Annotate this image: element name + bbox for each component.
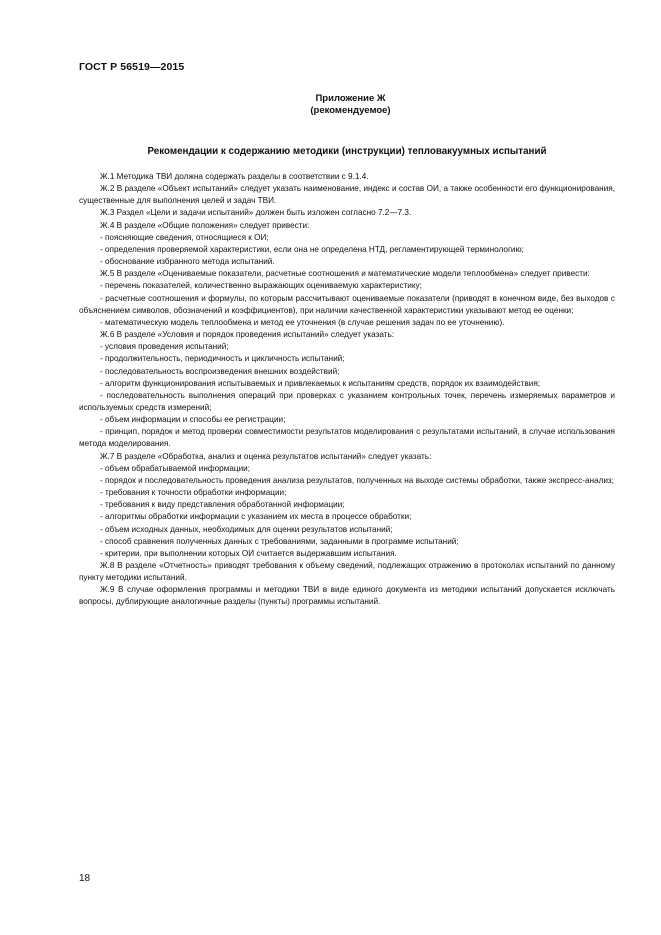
list-item: - продолжительность, периодичность и цикличность испытаний; xyxy=(100,354,345,364)
list-item: - требования к виду представления обработанной информации; xyxy=(100,500,345,510)
list-item: - математическую модель теплообмена и метод ее уточнения (в случае решения задач по ее уточнению). xyxy=(100,317,505,327)
document-body xyxy=(79,171,615,609)
paragraph-zh2: Ж.2 В разделе «Объект испытаний» следует указать наименование, индекс и состав ОИ, а также особенности его функционирования, существенные для выполнения целей и задач ТВИ. xyxy=(79,184,615,206)
list-item: - поясняющие сведения, относящиеся к ОИ; xyxy=(100,232,269,242)
list-item: - обоснование избранного метода испытаний. xyxy=(100,257,275,267)
list-item: - перечень показателей, количественно выражающих оцениваемую характеристику; xyxy=(100,281,422,291)
list-item: - объем обрабатываемой информации; xyxy=(100,463,251,473)
list-item: - расчетные соотношения и формулы, по которым рассчитывают оцениваемые показатели (приводят в конечном виде, без выходов с объяснением символов, обозначений и коэффициентов), при наличии качественной характеристики указывают метод ее оценки; xyxy=(79,293,615,315)
paragraph-zh9: Ж.9 В случае оформления программы и методики ТВИ в виде единого документа из методики испытаний допускается исключать вопросы, дублирующие аналогичные разделы (пункты) программы испытаний. xyxy=(79,585,615,607)
paragraph-zh8: Ж.8 В разделе «Отчетность» приводят требования к объему сведений, подлежащих отражению в протоколах испытаний по данному пункту методики испытаний. xyxy=(79,561,615,583)
list-item: - объем информации и способы ее регистрации; xyxy=(100,415,286,425)
paragraph-zh3: Ж.3 Раздел «Цели и задачи испытаний» должен быть изложен согласно 7.2—7.3. xyxy=(100,208,412,218)
list-item: - последовательность воспроизведения внешних воздействий; xyxy=(100,366,340,376)
appendix-heading xyxy=(0,93,661,117)
list-item: - порядок и последовательность проведения анализа результатов, полученных на выходе системы обработки, также экспресс-анализ; xyxy=(100,475,614,485)
list-item: - объем исходных данных, необходимых для оценки результатов испытаний; xyxy=(100,524,393,534)
appendix-subtitle: (рекомендуемое) xyxy=(310,105,391,116)
section-title: Рекомендации к содержанию методики (инструкции) тепловакуумных испытаний xyxy=(147,146,547,157)
list-item: - способ сравнения полученных данных с требованиями, заданными в программе испытаний; xyxy=(100,536,459,546)
paragraph-zh7: Ж.7 В разделе «Обработка, анализ и оценка результатов испытаний» следует указать: xyxy=(100,451,432,461)
page-number: 18 xyxy=(79,873,91,884)
document-id-header: ГОСТ Р 56519—2015 xyxy=(79,61,185,73)
list-item: - критерии, при выполнении которых ОИ считается выдержавшим испытания. xyxy=(100,548,397,558)
list-item: - условия проведения испытаний; xyxy=(100,342,229,352)
paragraph-zh1: Ж.1 Методика ТВИ должна содержать разделы в соответствии с 9.1.4. xyxy=(100,172,369,181)
paragraph-zh4: Ж.4 В разделе «Общие положения» следует привести: xyxy=(100,220,310,230)
list-item: - принцип, порядок и метод проверки совместимости результатов моделирования с результатами испытаний, в случае использования метода моделирования. xyxy=(79,427,615,449)
list-item: - последовательность выполнения операций при проверках с указанием контрольных точек, перечень измеряемых параметров и используемых средств измерений; xyxy=(79,390,615,412)
appendix-title: Приложение Ж xyxy=(315,93,386,104)
paragraph-zh6: Ж.6 В разделе «Условия и порядок проведения испытаний» следует указать: xyxy=(100,330,394,340)
paragraph-zh5: Ж.5 В разделе «Оцениваемые показатели, расчетные соотношения и математические модели теплообмена» следует привести: xyxy=(100,269,590,279)
list-item: - алгоритмы обработки информации с указанием их места в процессе обработки; xyxy=(100,512,412,522)
list-item: - определения проверяемой характеристики, если она не определена НТД, регламентирующей терминологию; xyxy=(100,244,524,254)
list-item: - требования к точности обработки информации; xyxy=(100,488,287,498)
list-item: - алгоритм функционирования испытываемых и привлекаемых к испытаниям средств, порядок их взаимодействия; xyxy=(100,378,541,388)
